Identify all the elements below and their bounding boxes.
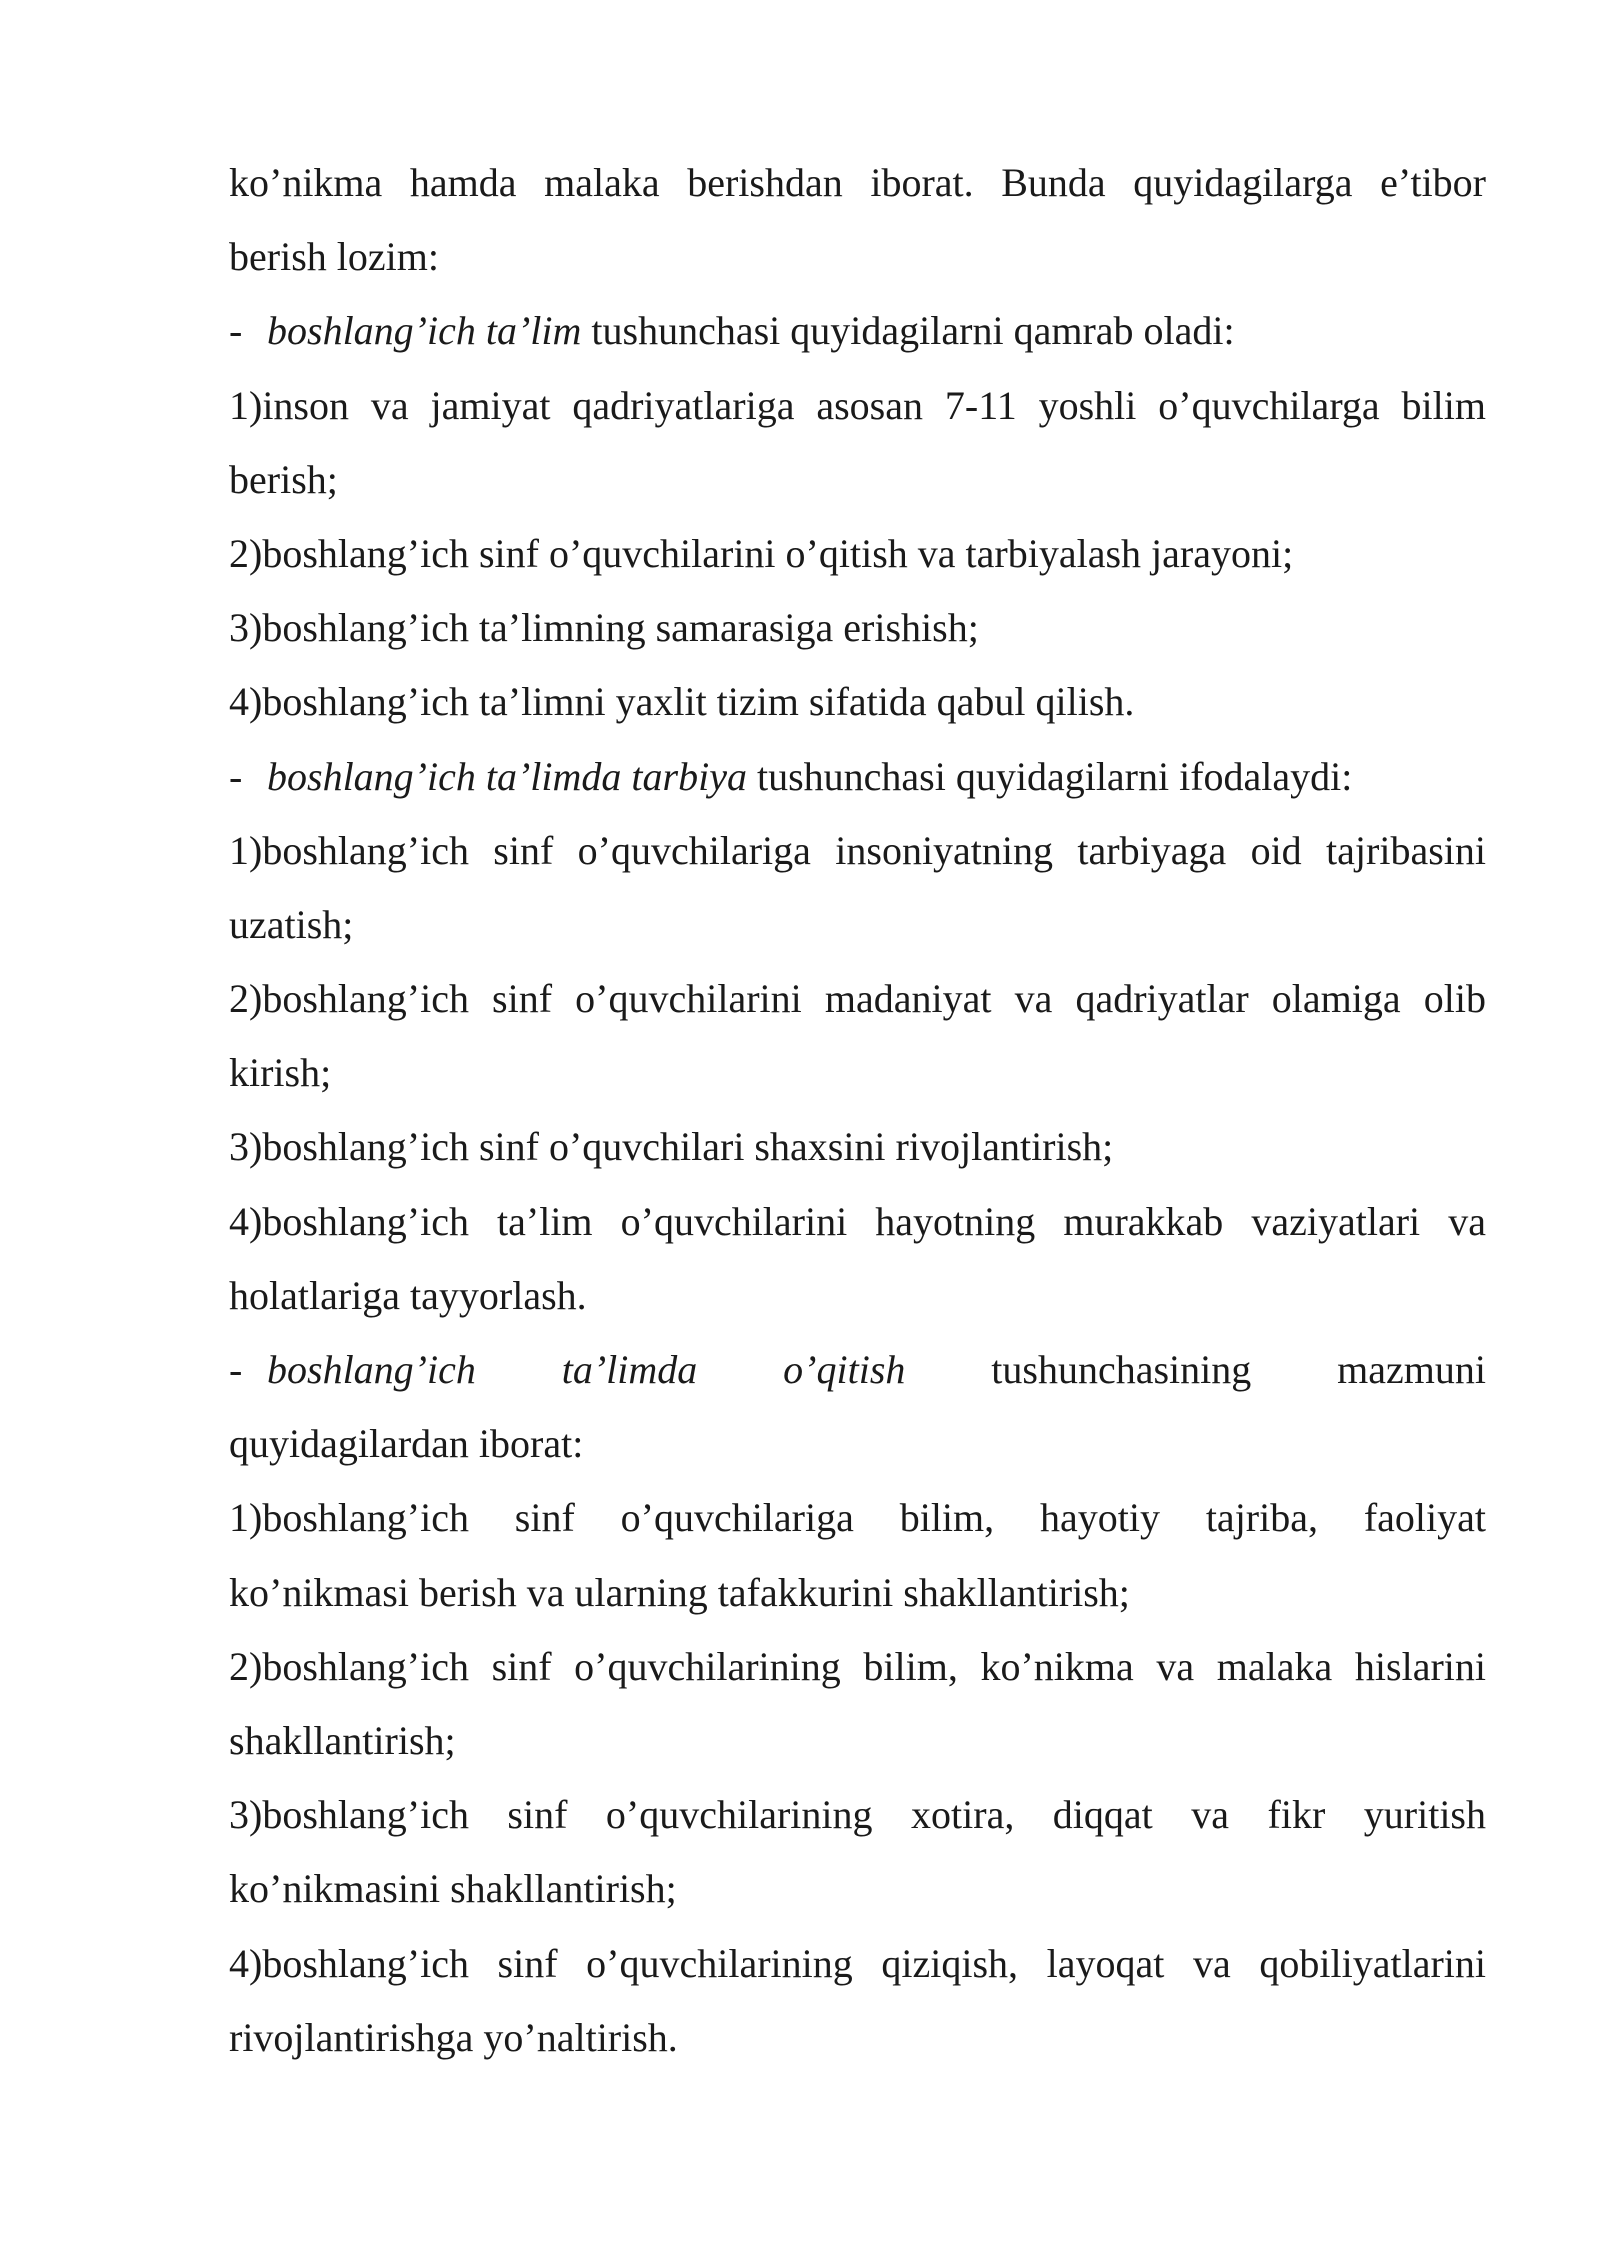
text-line	[229, 1927, 1486, 2001]
term-description: tushunchasi quyidagilarni ifodalaydi:	[746, 753, 1353, 799]
line-text: quyidagilardan iborat:	[229, 1421, 584, 1467]
text-line	[229, 443, 1486, 517]
line-text: 2)boshlang’ich sinf o’quvchilarini madaniyat va qadriyatlar olamiga olib	[229, 976, 1486, 1022]
line-text: 1)boshlang’ich sinf o’quvchilariga bilim, hayotiy tajriba, faoliyat	[229, 1495, 1486, 1541]
line-text: 3)boshlang’ich ta’limning samarasiga erishish;	[229, 605, 979, 651]
text-line	[229, 814, 1486, 888]
line-text: 3)boshlang’ich sinf o’quvchilarining xotira, diqqat va fikr yuritish	[229, 1792, 1486, 1838]
term-description: tushunchasining mazmuni	[905, 1347, 1486, 1392]
text-line	[229, 1704, 1486, 1778]
dash-marker: -	[229, 753, 243, 799]
line-text: 2)boshlang’ich sinf o’quvchilarini o’qitish va tarbiyalash jarayoni;	[229, 530, 1294, 576]
text-line	[229, 1852, 1486, 1926]
text-line	[229, 369, 1486, 443]
term-description: tushunchasi quyidagilarni qamrab oladi:	[581, 308, 1235, 354]
text-line	[229, 1481, 1486, 1555]
line-text: ko’nikmasi berish va ularning tafakkurini shakllantirish;	[229, 1569, 1130, 1615]
dash-marker: -	[229, 308, 243, 354]
text-line	[229, 1630, 1486, 1704]
line-text: 4)boshlang’ich sinf o’quvchilarining qiziqish, layoqat va qobiliyatlarini	[229, 1940, 1486, 1986]
line-text: 3)boshlang’ich sinf o’quvchilari shaxsini rivojlantirish;	[229, 1124, 1114, 1170]
line-text: uzatish;	[229, 901, 354, 947]
term-italic: boshlang’ich ta’limda o’qitish	[267, 1347, 906, 1392]
text-line	[229, 1036, 1486, 1110]
text-line	[229, 1259, 1486, 1333]
line-text: ko’nikma hamda malaka berishdan iborat. Bunda quyidagilarga e’tibor	[229, 160, 1486, 205]
text-line	[229, 962, 1486, 1036]
line-text: 1)inson va jamiyat qadriyatlariga asosan 7-11 yoshli o’quvchilarga bilim	[229, 382, 1486, 428]
term-italic: boshlang’ich ta’limda tarbiya	[267, 753, 747, 799]
line-text: 2)boshlang’ich sinf o’quvchilarining bilim, ko’nikma va malaka hislarini	[229, 1643, 1486, 1689]
text-line	[229, 888, 1486, 962]
line-text: shakllantirish;	[229, 1717, 456, 1763]
line-text: berish lozim:	[229, 234, 439, 280]
line-text: ko’nikmasini shakllantirish;	[229, 1866, 677, 1912]
text-line	[229, 517, 1486, 591]
text-line	[229, 220, 1486, 294]
line-text: rivojlantirishga yo’naltirish.	[229, 2014, 678, 2060]
line-text: 1)boshlang’ich sinf o’quvchilariga insoniyatning tarbiyaga oid tajribasini	[229, 827, 1486, 873]
text-line	[229, 591, 1486, 665]
body-text	[229, 146, 1486, 2075]
definition-line	[229, 740, 1486, 814]
text-line	[229, 1556, 1486, 1630]
text-line	[229, 1110, 1486, 1184]
dash-marker: -	[229, 1347, 243, 1392]
line-text: berish;	[229, 456, 338, 502]
text-line	[229, 665, 1486, 739]
text-line	[229, 146, 1486, 220]
line-text: 4)boshlang’ich ta’lim o’quvchilarini hayotning murakkab vaziyatlari va	[229, 1198, 1486, 1244]
line-text: holatlariga tayyorlash.	[229, 1272, 587, 1318]
text-line	[229, 1778, 1486, 1852]
text-line	[229, 1407, 1486, 1481]
term-italic: boshlang’ich ta’lim	[267, 308, 582, 354]
line-text: kirish;	[229, 1050, 332, 1096]
definition-line	[229, 1333, 1486, 1407]
definition-line	[229, 294, 1486, 368]
text-line	[229, 2001, 1486, 2075]
line-text: 4)boshlang’ich ta’limni yaxlit tizim sifatida qabul qilish.	[229, 679, 1135, 725]
text-line	[229, 1185, 1486, 1259]
